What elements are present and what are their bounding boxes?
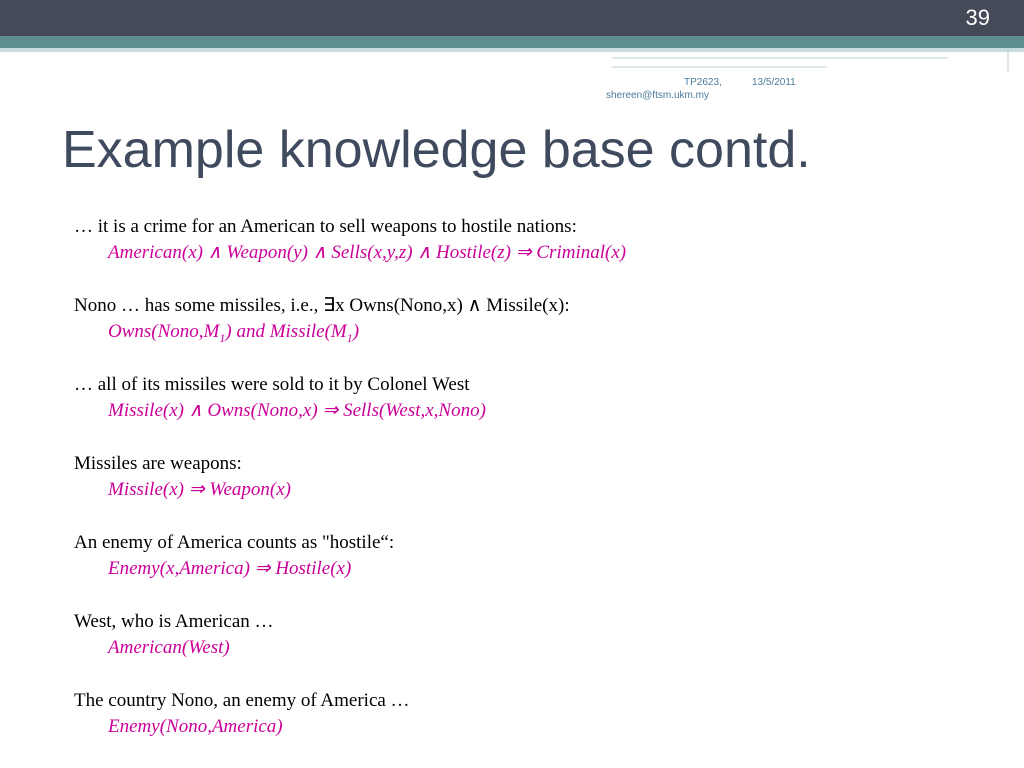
accent-band (0, 36, 1024, 48)
rule-text: ) (352, 321, 360, 342)
rule-text: ) and Missile(M (225, 321, 347, 342)
accent-band-light (0, 48, 1024, 52)
rule-text: Owns(Nono,M (108, 321, 220, 342)
kb-rule: Missile(x) ⇒ Weapon(x) (108, 479, 291, 500)
kb-item (74, 293, 974, 345)
rule-subscript: 1 (219, 330, 226, 345)
slide-content (74, 214, 974, 767)
kb-statement: … it is a crime for an American to sell weapons to hostile nations: (74, 216, 577, 237)
rule-subscript: 1 (346, 330, 353, 345)
kb-rule: American(x) ∧ Weapon(y) ∧ Sells(x,y,z) ∧ Hostile(z) ⇒ Criminal(x) (108, 242, 627, 263)
kb-statement: An enemy of America counts as "hostile“: (74, 532, 395, 553)
kb-statement: West, who is American … (74, 611, 274, 632)
footer-email: shereen@ftsm.ukm.my (606, 90, 709, 101)
footer-course: TP2623, (684, 77, 722, 88)
header-bar (0, 0, 1024, 36)
kb-statement: Missiles are weapons: (74, 453, 242, 474)
kb-item (74, 214, 974, 266)
kb-rule (74, 319, 974, 345)
footer-date: 13/5/2011 (752, 77, 796, 88)
decorative-line (612, 66, 827, 68)
slide-number: 39 (965, 5, 990, 30)
kb-item (74, 451, 974, 503)
decorative-line (612, 57, 948, 59)
kb-rule: Enemy(x,America) ⇒ Hostile(x) (108, 558, 352, 579)
kb-statement: The country Nono, an enemy of America … (74, 690, 410, 711)
kb-rule: American(West) (108, 637, 230, 658)
kb-item (74, 688, 974, 740)
kb-item (74, 609, 974, 661)
decorative-line (1007, 52, 1009, 72)
kb-statement: Nono … has some missiles, i.e., ∃x Owns(Nono,x) ∧ Missile(x): (74, 295, 570, 316)
kb-item (74, 372, 974, 424)
kb-rule: Missile(x) ∧ Owns(Nono,x) ⇒ Sells(West,x,Nono) (108, 400, 486, 421)
slide-footer (606, 76, 796, 102)
kb-rule: Enemy(Nono,America) (108, 716, 283, 737)
kb-item (74, 530, 974, 582)
slide-title: Example knowledge base contd. (62, 121, 811, 179)
kb-statement: … all of its missiles were sold to it by Colonel West (74, 374, 470, 395)
